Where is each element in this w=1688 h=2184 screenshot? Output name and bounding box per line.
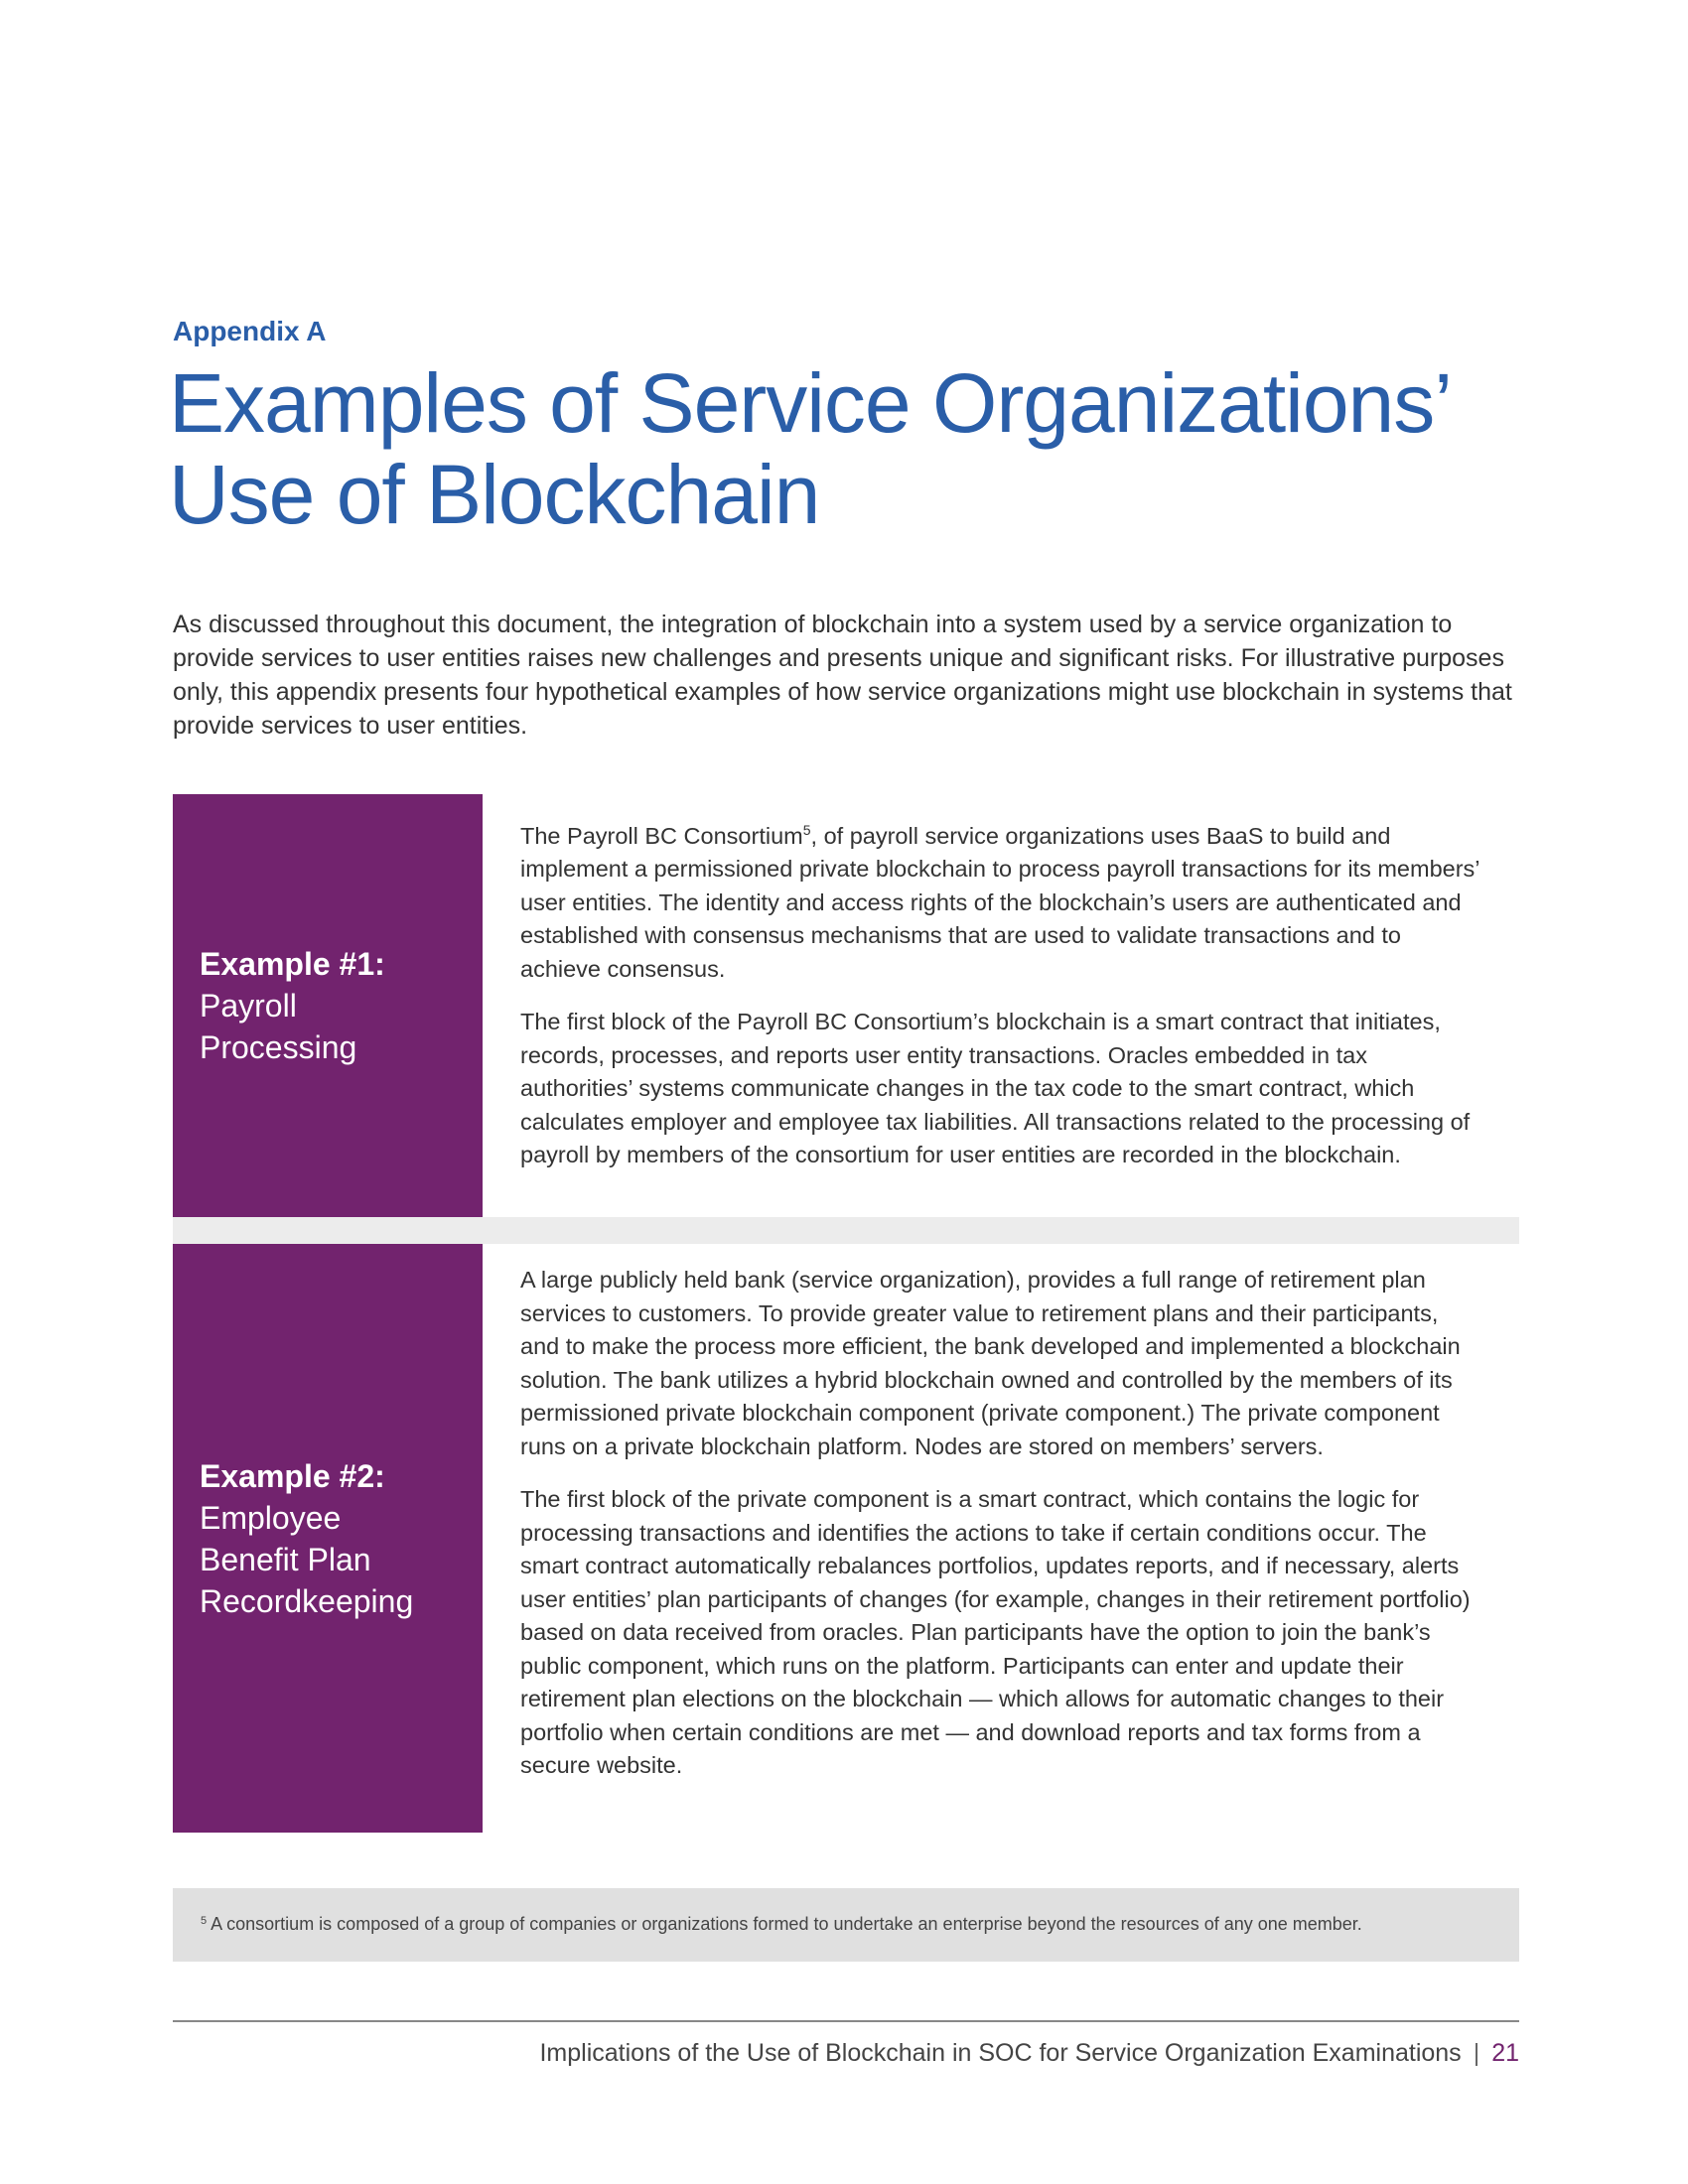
paragraph-text: , of payroll service organizations uses BaaS to build and implement a permissioned private blockchain to process payroll transactions for its members’ user entities. The identity and access rights of the blockchain’s users are authenticated and established with consensus mechanisms that are used to validate transactions and to achieve consensus. bbox=[520, 822, 1479, 982]
example-1-sidebar bbox=[173, 794, 483, 1217]
example-divider bbox=[173, 1217, 1519, 1244]
example-2-paragraph-1: A large publicly held bank (service organization), provides a full range of retirement plan services to customers. To provide greater value to retirement plans and their participants, and to make the process more efficient, the bank developed and implemented a blockchain solution. The bank utilizes a hybrid blockchain owned and controlled by the members of its permissioned private blockchain component (private component.) The private component runs on a private blockchain platform. Nodes are stored on members’ servers. bbox=[520, 1267, 1461, 1459]
example-1-topic-line: Payroll bbox=[200, 988, 297, 1024]
footnote-text: A consortium is composed of a group of companies or organizations formed to undertake an enterprise beyond the resources of any one member. bbox=[211, 1914, 1362, 1934]
example-1-content bbox=[483, 794, 1519, 1217]
appendix-label: Appendix A bbox=[173, 316, 327, 346]
example-2-topic-line: Employee bbox=[200, 1499, 342, 1536]
example-2 bbox=[173, 1244, 1519, 1833]
footer-separator: | bbox=[1473, 2039, 1480, 2067]
example-2-topic-line: Benefit Plan bbox=[200, 1541, 371, 1577]
example-2-number: Example #2: bbox=[200, 1457, 385, 1494]
example-2-content bbox=[483, 1244, 1519, 1833]
page-number: 21 bbox=[1491, 2039, 1519, 2067]
page-title bbox=[169, 357, 1479, 540]
example-1 bbox=[173, 794, 1519, 1217]
example-2-topic-line: Recordkeeping bbox=[200, 1582, 414, 1619]
footnote bbox=[173, 1888, 1519, 1962]
footnote-reference[interactable]: 5 bbox=[802, 822, 811, 838]
example-1-paragraph-2: The first block of the Payroll BC Consortium’s blockchain is a smart contract that initiates, records, processes, and reports user entity transactions. Oracles embedded in tax authorities’ systems communicate changes in the tax code to the smart contract, which calculates employer and employee tax liabilities. All transactions related to the processing of payroll by members of the consortium for user entities are recorded in the blockchain. bbox=[520, 1009, 1471, 1168]
paragraph-text: The Payroll BC Consortium bbox=[520, 822, 803, 849]
page-footer bbox=[539, 2039, 1519, 2068]
example-1-number: Example #1: bbox=[200, 946, 385, 982]
example-1-topic-line: Processing bbox=[200, 1029, 357, 1065]
example-2-paragraph-2: The first block of the private component is a smart contract, which contains the logic for processing transactions and identifies the actions to take if certain conditions occur. The smart contract automatically rebalances portfolios, updates reports, and if necessary, alerts user entities’ plan participants of changes (for example, changes in their retirement portfolio) based on data received from oracles. Plan participants have the option to join the bank’s public component, which runs on the platform. Participants can enter and update their retirement plan elections on the blockchain — which allows for automatic changes to their portfolio when certain conditions are met — and download reports and tax forms from a secure website. bbox=[520, 1486, 1471, 1778]
example-1-paragraph-1 bbox=[520, 814, 1479, 986]
footer-doc-title: Implications of the Use of Blockchain in SOC for Service Organization Examinations bbox=[539, 2039, 1462, 2067]
intro-paragraph: As discussed throughout this document, the integration of blockchain into a system used by a service organization to provide services to user entities raises new challenges and presents unique and significant risks. For illustrative purposes only, this appendix presents four hypothetical examples of how service organizations might use blockchain in systems that provide services to user entities. bbox=[173, 611, 1512, 740]
page-title-line-1: Examples of Service Organizations’ bbox=[169, 356, 1452, 450]
footnote-marker: 5 bbox=[201, 1915, 208, 1927]
example-2-sidebar bbox=[173, 1244, 483, 1833]
page-title-line-2: Use of Blockchain bbox=[169, 448, 820, 541]
footer-rule bbox=[173, 2020, 1519, 2022]
